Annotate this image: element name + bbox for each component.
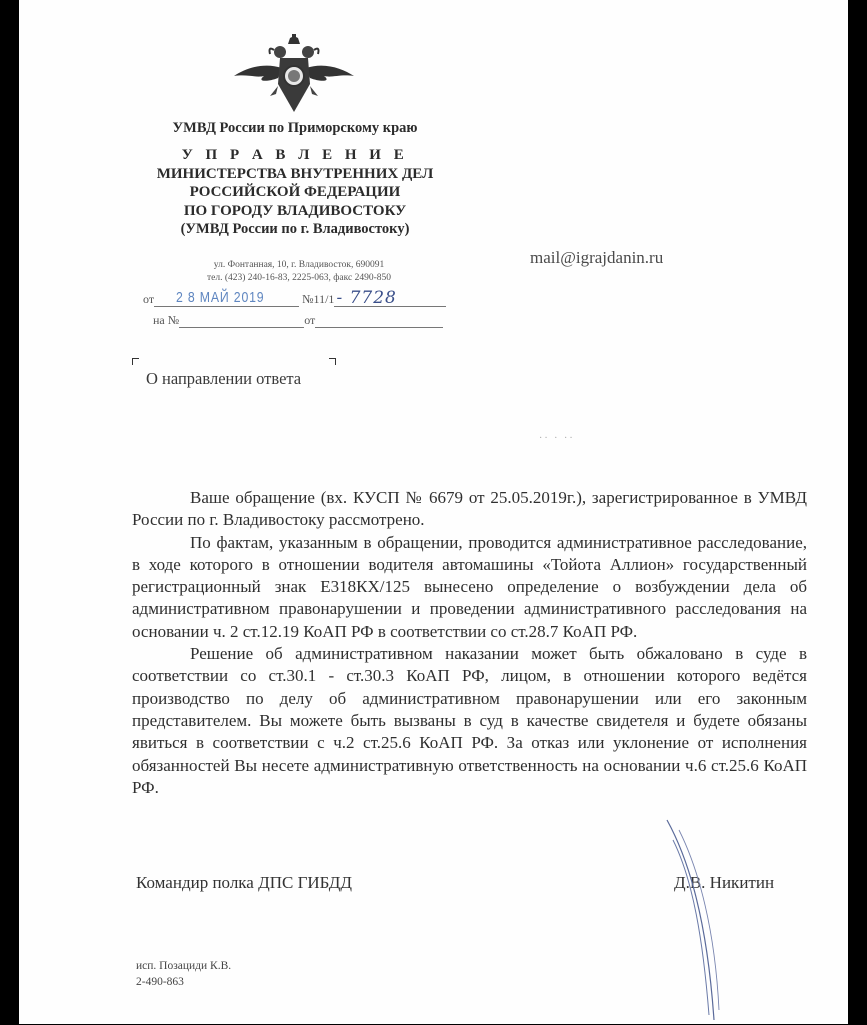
executor-name: исп. Позациди К.В. <box>136 960 232 972</box>
reply-from-label: от <box>304 313 316 327</box>
body-paragraph: Решение об административном наказании может быть обжаловано в суде в соответствии со ст.30.1 - ст.30.3 КоАП РФ, лицом, в отношении которого ведётся производство по делу об административном правонарушении или его законным представителем. Вы можете быть вызваны в суд в качестве свидетеля и будете обязаны явиться в соответствии с ч.2 ст.25.6 КоАП РФ. За отказ или уклонение от исполнения обязанностей Вы несете административную ответственность на основании ч.6 ст.25.6 КоАП РФ. <box>132 644 807 797</box>
department-title: У П Р А В Л Е Н И Е <box>181 147 409 163</box>
department-address <box>149 259 449 285</box>
letter-subject: О направлении ответа <box>146 369 302 388</box>
handwritten-signature-icon <box>659 800 759 1025</box>
signatory-position: Командир полка ДПС ГИБДД <box>136 873 352 892</box>
handwritten-number: - 7728 <box>336 288 397 308</box>
letter-body <box>132 487 807 799</box>
street-address: ул. Фонтанная, 10, г. Владивосток, 690091 <box>213 260 385 270</box>
executor-phone: 2-490-863 <box>136 976 184 988</box>
scan-specks: ·· · ·· <box>539 433 575 444</box>
number-field <box>334 288 446 308</box>
mvd-emblem-icon <box>234 34 354 116</box>
department-line: РОССИЙСКОЙ ФЕДЕРАЦИИ <box>189 184 401 200</box>
recipient-email: mail@igrajdanin.ru <box>530 248 664 267</box>
phone-fax: тел. (423) 240-16-83, 2225-063, факс 2490-850 <box>206 273 392 283</box>
department-line: ПО ГОРОДУ ВЛАДИВОСТОКУ <box>183 202 407 219</box>
reply-number-field <box>179 313 304 328</box>
date-stamp: 2 8 МАЙ 2019 <box>176 289 265 306</box>
number-label: №11/1 <box>302 292 335 306</box>
regional-office-name: УМВД России по Приморскому краю <box>172 120 418 136</box>
outgoing-registration-row <box>143 288 446 308</box>
department-short-name: (УМВД России по г. Владивостоку) <box>180 221 410 237</box>
executor-info <box>136 958 231 990</box>
reply-date-field <box>315 313 443 328</box>
body-paragraph: По фактам, указанным в обращении, проводится административное расследование, в ходе которого в отношении водителя автомашины «Тойота Аллион» государственный регистрационный знак Е318КХ/125 вынесено определение о возбуждении дела об административном правонарушении и проведении административного расследования на основании ч. 2 ст.12.19 КоАП РФ в соответствии со ст.28.7 КоАП РФ. <box>132 532 807 641</box>
from-label: от <box>143 292 155 306</box>
subject-corner-left <box>132 358 139 365</box>
department-line: МИНИСТЕРСТВА ВНУТРЕННИХ ДЕЛ <box>156 165 434 182</box>
reply-reference-row <box>153 313 443 328</box>
subject-corner-right <box>329 358 336 365</box>
letter-page <box>19 0 848 1024</box>
reply-number-label: на № <box>153 313 180 327</box>
body-paragraph: Ваше обращение (вх. КУСП № 6679 от 25.05.2019г.), зарегистрированное в УМВД России по г. Владивостоку рассмотрено. <box>132 488 807 530</box>
date-field <box>154 289 299 307</box>
department-header <box>119 146 471 239</box>
signatory-name: Д.В. Никитин <box>674 873 775 892</box>
